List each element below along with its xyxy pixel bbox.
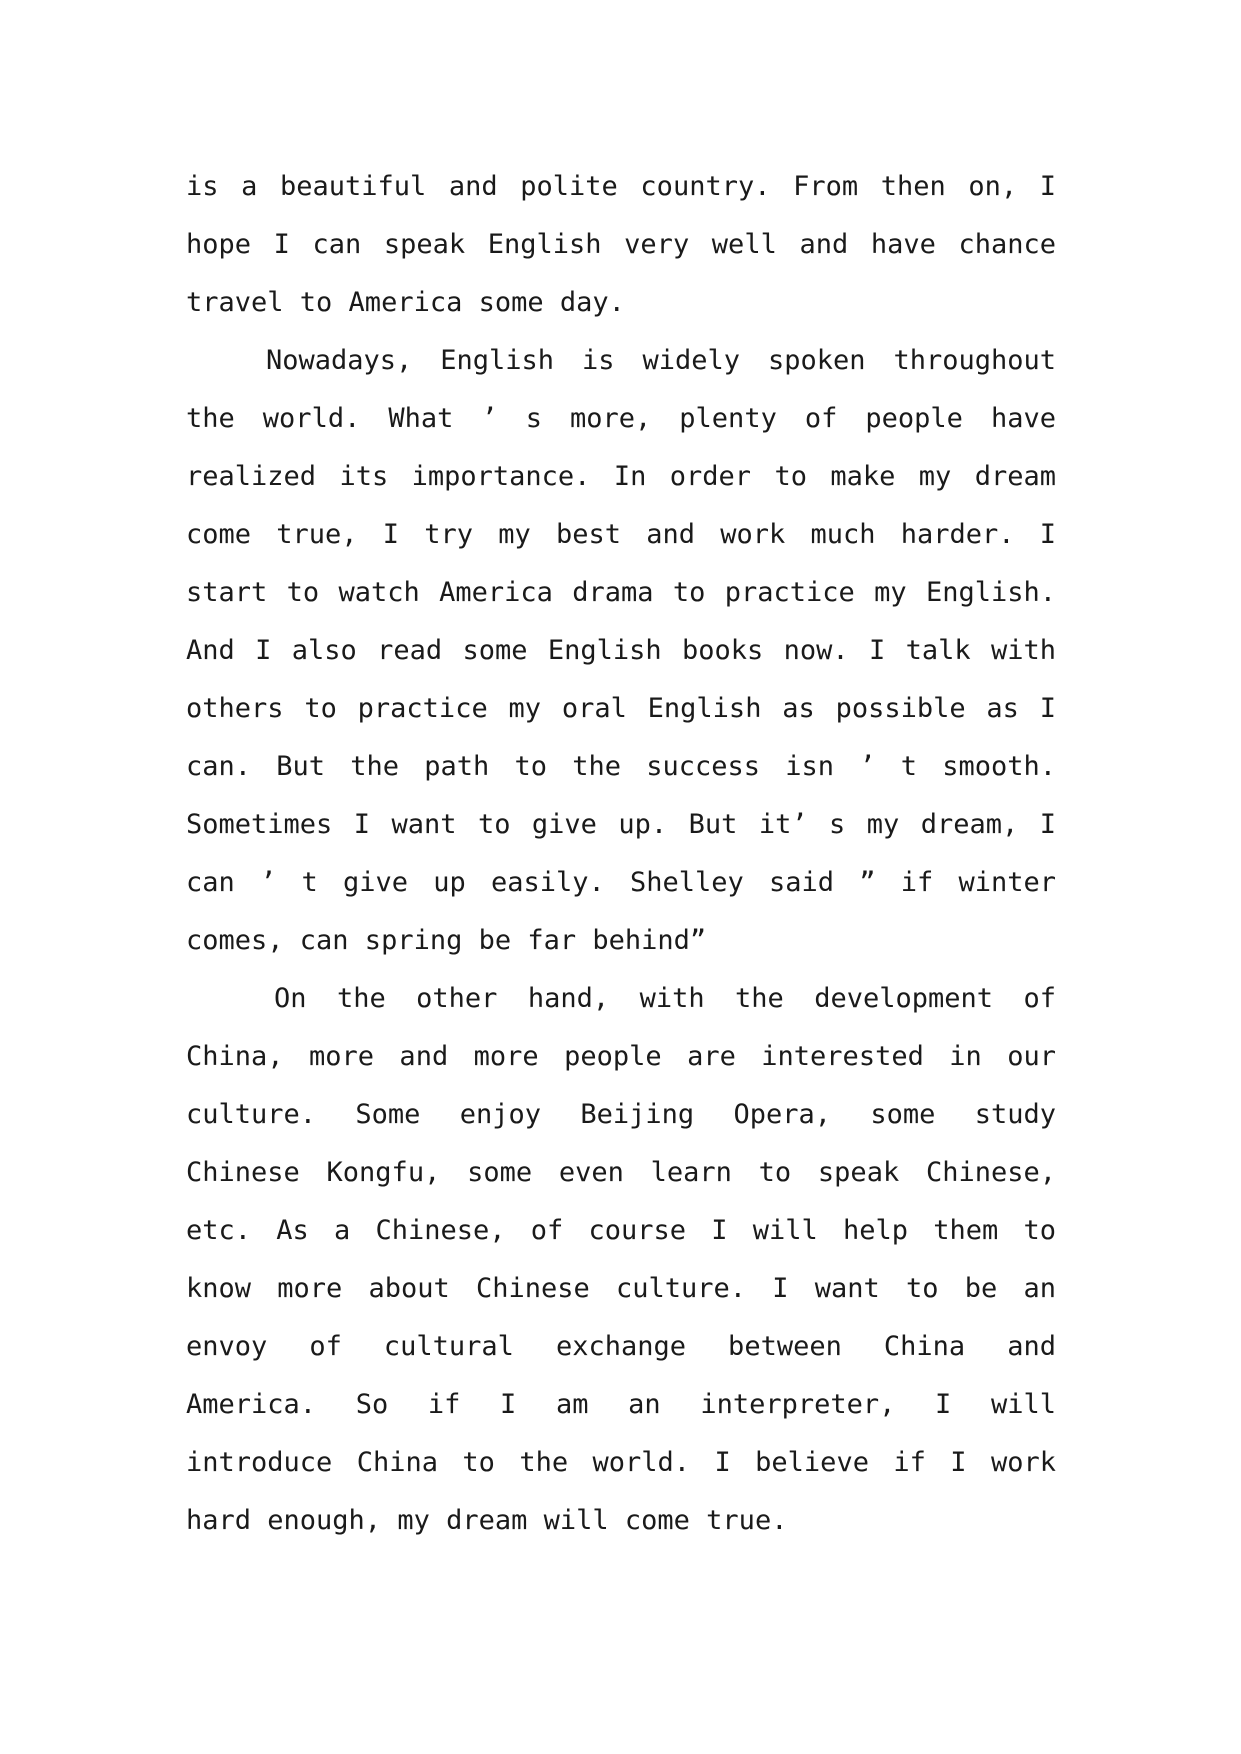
- text-line: can ’ t give up easily. Shelley said ” if winter: [186, 867, 1056, 898]
- text-line: hope I can speak English very well and have chance: [186, 229, 1056, 260]
- text-line: Nowadays, English is widely spoken throughout: [266, 345, 1056, 376]
- paragraph-3: [186, 970, 1056, 1550]
- text-line: travel to America some day.: [186, 287, 625, 318]
- text-line: know more about Chinese culture. I want to be an: [186, 1273, 1056, 1304]
- paragraph-2: [186, 332, 1056, 970]
- text-line: start to watch America drama to practice my English.: [186, 577, 1056, 608]
- text-line: And I also read some English books now. I talk with: [186, 635, 1056, 666]
- text-line: etc. As a Chinese, of course I will help them to: [186, 1215, 1056, 1246]
- essay-text: [186, 158, 1056, 1550]
- text-line: America. So if I am an interpreter, I will: [186, 1389, 1056, 1420]
- text-line: culture. Some enjoy Beijing Opera, some study: [186, 1099, 1056, 1130]
- text-line: come true, I try my best and work much harder. I: [186, 519, 1056, 550]
- text-line: envoy of cultural exchange between China and: [186, 1331, 1056, 1362]
- text-line: hard enough, my dream will come true.: [186, 1505, 788, 1536]
- text-line: the world. What ’ s more, plenty of people have: [186, 403, 1056, 434]
- text-line: is a beautiful and polite country. From then on, I: [186, 171, 1056, 202]
- text-line: others to practice my oral English as possible as I: [186, 693, 1056, 724]
- text-line: China, more and more people are interested in our: [186, 1041, 1056, 1072]
- text-line: On the other hand, with the development of: [274, 983, 1056, 1014]
- text-line: realized its importance. In order to make my dream: [186, 461, 1056, 492]
- text-line: Chinese Kongfu, some even learn to speak Chinese,: [186, 1157, 1056, 1188]
- text-line: comes, can spring be far behind”: [186, 925, 707, 956]
- text-line: can. But the path to the success isn ’ t smooth.: [186, 751, 1056, 782]
- text-line: Sometimes I want to give up. But it’ s my dream, I: [186, 809, 1056, 840]
- text-line: introduce China to the world. I believe if I work: [186, 1447, 1056, 1478]
- paragraph-1: [186, 158, 1056, 332]
